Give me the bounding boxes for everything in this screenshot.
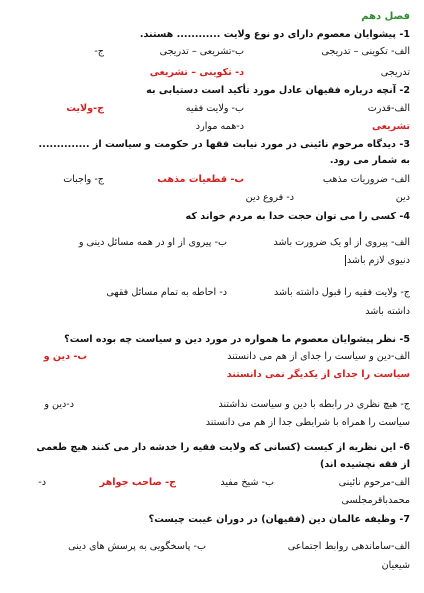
q1-option-b: ب-تشریعی – تدریجی bbox=[159, 46, 244, 57]
question-5: 5- نظر پیشوایان معصوم ما همواره در مورد دین و سیاست چه بوده است؟ bbox=[64, 334, 410, 345]
q5-option-d-cont: سیاست را همراه با شرایطی جدا از هم می دانستند bbox=[205, 417, 410, 428]
q3-option-c: ج- واجبات bbox=[63, 174, 104, 185]
q2-option-d: د-همه موارد bbox=[195, 121, 244, 132]
q6-option-a: الف-مرحوم نائینی bbox=[338, 477, 410, 488]
q4-option-a: الف- پیروی از او یک ضرورت باشد bbox=[273, 237, 410, 248]
q5-answer-b-cont: سیاست را جدای از یکدیگر نمی دانستند bbox=[226, 369, 410, 380]
q3-option-a: الف- ضروریات مذهب bbox=[322, 174, 410, 185]
question-2: 2- آنچه درباره فقیهان عادل مورد تأکید است دستیابی به bbox=[146, 85, 410, 96]
question-3-line-2: به شمار می رود. bbox=[329, 155, 410, 166]
q1-option-c-cont: تدریجی bbox=[380, 67, 410, 78]
q1-option-a: الف- تکوینی – تدریجی bbox=[321, 46, 410, 57]
q6-option-d-cont: محمدباقرمجلسی bbox=[341, 495, 410, 506]
q2-answer-c-cont: تشریعی bbox=[371, 121, 410, 132]
q6-option-d: د- bbox=[38, 477, 46, 488]
q6-answer-c: ج- صاحب جواهر bbox=[99, 477, 176, 488]
question-7: 7- وظیفه عالمان دین (فقیهان) در دوران غیبت چیست؟ bbox=[148, 514, 410, 525]
q5-option-a: الف-دین و سیاست را جدای از هم می دانستند bbox=[227, 351, 410, 362]
q4-option-d: د- احاطه به تمام مسائل فقهی bbox=[106, 287, 227, 298]
q4-option-b-cont bbox=[345, 254, 410, 267]
question-6-line-1: 6- این نظریه از کیست (کسانی که ولایت فقیه را خدشه دار می کنند هیچ طعمی bbox=[36, 442, 410, 453]
q3-option-c-cont: دین bbox=[395, 192, 410, 203]
question-6-line-2: از فقه نچشیده اند) bbox=[319, 459, 410, 470]
question-3-line-1: 3- دیدگاه مرحوم نائینی در مورد نیابت فقها در حکومت و سیاست از .............. bbox=[38, 139, 410, 150]
q5-option-d: د-دین و bbox=[44, 399, 74, 410]
q3-option-d: د- فروع دین bbox=[245, 192, 294, 203]
q7-option-b: ب- پاسخگویی به پرسش های دینی bbox=[68, 541, 206, 552]
q1-answer-d: د- تکوینی – تشریعی bbox=[149, 67, 244, 78]
q7-option-a: الف-ساماندهی روابط اجتماعی bbox=[287, 541, 410, 552]
q2-answer-c: ج-ولایت bbox=[66, 103, 104, 114]
section-title: فصل دهم bbox=[361, 11, 410, 22]
q3-answer-b: ب- قطعیات مذهب bbox=[157, 174, 244, 185]
q6-option-b: ب- شیخ مفید bbox=[220, 477, 274, 488]
q5-option-c: ج- هیچ نظری در رابطه با دین و سیاست نداشتند bbox=[218, 399, 410, 410]
q2-option-a: الف-قدرت bbox=[367, 103, 410, 114]
q1-option-c: ج- bbox=[94, 46, 104, 57]
q2-option-b: ب- ولایت فقیه bbox=[185, 103, 244, 114]
question-4: 4- کسی را می توان حجت خدا به مردم خواند که bbox=[185, 211, 410, 222]
q4-option-c: ج- ولایت فقیه را قبول داشته باشد bbox=[273, 287, 410, 298]
q4-option-b: ب- پیروی از او در همه مسائل دینی و bbox=[78, 237, 227, 248]
question-1: 1- پیشوایان معصوم دارای دو نوع ولایت ............ هستند. bbox=[139, 29, 410, 40]
q5-answer-b: ب- دین و bbox=[43, 351, 87, 362]
q4-option-b-cont-text: دنیوی لازم باشد bbox=[346, 255, 410, 266]
q7-option-b-cont: شیعیان bbox=[381, 560, 410, 571]
q4-option-d-cont: داشته باشد bbox=[365, 306, 410, 317]
text-cursor bbox=[345, 255, 346, 266]
